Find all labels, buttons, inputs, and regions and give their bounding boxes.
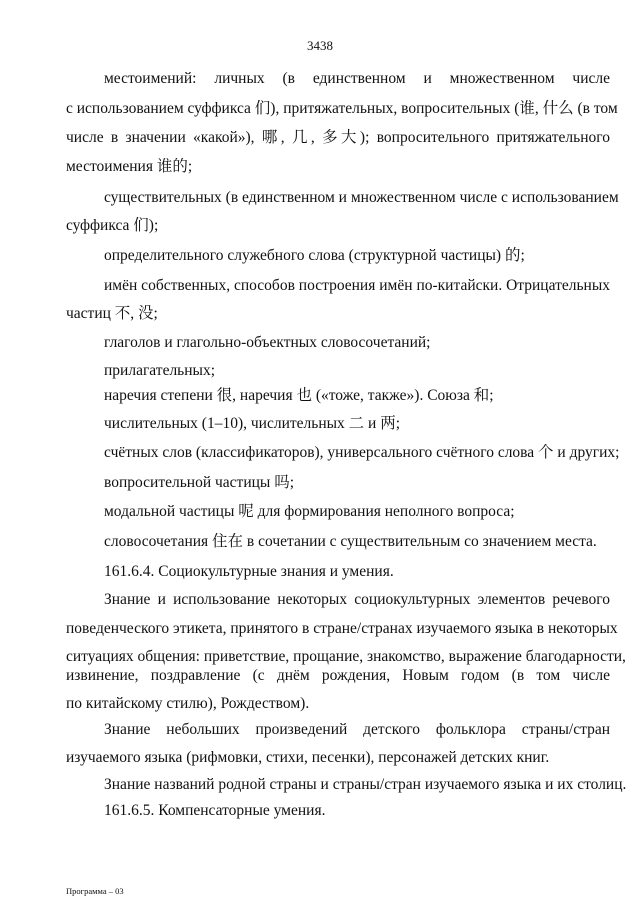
text-line: Знание и использование некоторых социокультурных элементов речевого [104,591,610,608]
text-line: словосочетания 住在 в сочетании с существительным со значением места. [104,533,597,550]
text-line: определительного служебного слова (структурной частицы) 的; [104,247,525,264]
text-line: ситуациях общения: приветствие, прощание, знакомство, выражение благодарности, [66,648,626,665]
text-line: Знание названий родной страны и страны/стран изучаемого языка и их столиц. [104,776,627,793]
text-line: числе в значении «какой»), 哪, 几, 多大); вопросительного притяжательного [66,129,610,146]
text-line: счётных слов (классификаторов), универсального счётного слова 个 и других; [104,444,620,461]
text-line: глаголов и глагольно-объектных словосочетаний; [104,334,431,351]
text-line: числительных (1–10), числительных 二 и 两; [104,415,401,432]
text-line: суффикса 们); [66,217,159,234]
section-heading: 161.6.4. Социокультурные знания и умения. [104,563,394,580]
text-line: имён собственных, способов построения имён по-китайски. Отрицательных [104,277,610,294]
text-line: наречия степени 很, наречия 也 («тоже, также»). Союза 和; [104,387,494,404]
text-line: изучаемого языка (рифмовки, стихи, песенки), персонажей детских книг. [66,749,550,766]
page-number: 3438 [307,38,333,53]
text-line: частиц 不, 没; [66,305,158,322]
text-line: с использованием суффикса 们), притяжательных, вопросительных (谁, 什么 (в том [66,100,618,117]
text-line: извинение, поздравление (с днём рождения, Новым годом (в том числе [66,667,610,684]
text-line: местоимений: личных (в единственном и множественном числе [104,70,610,87]
text-line: модальной частицы 呢 для формирования неполного вопроса; [104,503,515,520]
text-line: существительных (в единственном и множественном числе с использованием [104,189,619,206]
section-heading: 161.6.5. Компенсаторные умения. [104,802,326,819]
text-line: местоимения 谁的; [66,158,193,175]
text-line: поведенческого этикета, принятого в стране/странах изучаемого языка в некоторых [66,620,618,637]
text-line: прилагательных; [104,362,216,379]
footer-text: Программа – 03 [66,886,124,896]
text-line: по китайскому стилю), Рождеством). [66,695,310,712]
text-line: вопросительной частицы 吗; [104,474,295,491]
text-line: Знание небольших произведений детского фольклора страны/стран [104,721,610,738]
